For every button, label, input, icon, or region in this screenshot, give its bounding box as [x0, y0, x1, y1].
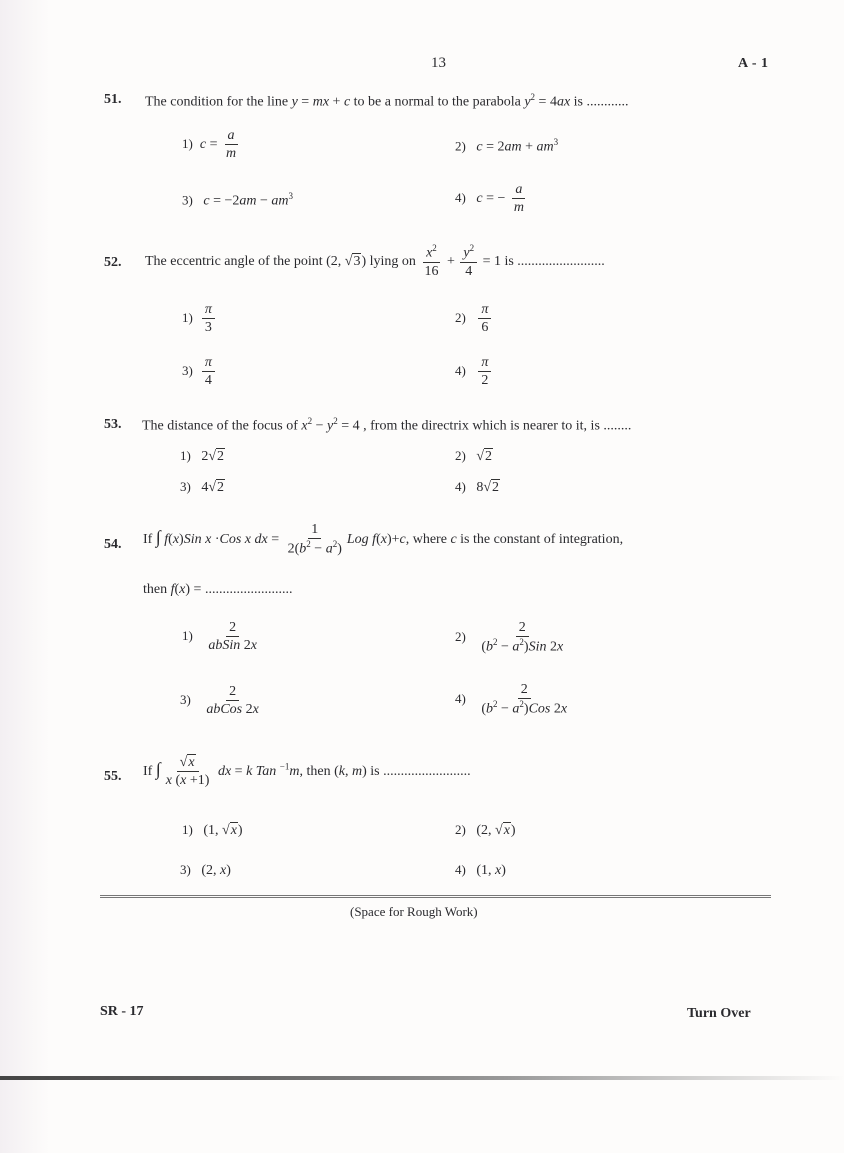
question-number: 51.: [104, 92, 122, 107]
option-4[interactable]: 4) 8√2: [455, 479, 500, 495]
option-2[interactable]: 2) $\frac{\pi}{6}$: [455, 302, 493, 336]
footer-code: SR - 17: [100, 1004, 144, 1019]
rough-work-label: (Space for Rough Work): [350, 904, 478, 919]
option-3[interactable]: 3) $c = -2am - am^3$: [182, 191, 294, 209]
question-text: The condition for the line y = mx + c to be a normal to the parabola $y^2 = 4ax$ is ............: [145, 92, 629, 110]
option-4[interactable]: 4) (1, x): [455, 862, 506, 878]
question-number: 53.: [104, 417, 122, 432]
option-1[interactable]: 1) c = $\frac{a}{m}$: [182, 128, 237, 162]
question-text: If ∫ f(x)Sin x ·Cos x dx = $\frac{1}{2(b^2 - a^2)}$ Log f(x)+c, where c is the constant of integration,: [143, 522, 624, 558]
option-2[interactable]: 2) √2: [455, 448, 493, 464]
option-2[interactable]: 2) $\frac{2}{(b^2 - a^2)Sin 2x}$: [455, 620, 564, 656]
option-3[interactable]: 3) $\frac{2}{\text{abCos 2x}}$: [180, 684, 259, 718]
rough-work-divider-2: [100, 897, 771, 898]
rough-work-divider: [100, 895, 771, 896]
option-1[interactable]: 1) 2√2: [180, 448, 225, 464]
option-3[interactable]: 3) 4√2: [180, 479, 225, 495]
option-1[interactable]: 1) $\frac{\pi}{3}$: [182, 302, 217, 336]
scan-shadow: [0, 0, 50, 1153]
option-2[interactable]: 2) $c = 2am + am^3$: [455, 137, 559, 155]
option-3[interactable]: 3) $\frac{\pi}{4}$: [182, 355, 217, 389]
question-text: The eccentric angle of the point (2, √3) lying on $\frac{x^2}{16}$ + $\frac{y^2}{4}$ = 1 is .........................: [145, 243, 605, 280]
option-4[interactable]: 4) $\frac{2}{(b^2 - a^2)Cos 2x}$: [455, 682, 568, 718]
question-text: If ∫ $\frac{√x}{x (x +1)}$ dx = k Tan $^{-1}$m, then (k, m) is .........................: [143, 755, 471, 789]
question-number: 54.: [104, 537, 122, 552]
option-2[interactable]: 2) (2, √x): [455, 822, 516, 838]
option-3[interactable]: 3) (2, x): [180, 862, 231, 878]
question-text-continued: then f(x) = .........................: [143, 582, 293, 597]
scan-bottom-edge: [0, 1076, 844, 1080]
question-text: The distance of the focus of $x^2 - y^2 = 4$ , from the directrix which is nearer to it, is ........: [142, 416, 632, 434]
option-4[interactable]: 4) c = − $\frac{a}{m}$: [455, 182, 524, 216]
option-4[interactable]: 4) $\frac{\pi}{2}$: [455, 355, 493, 389]
question-number: 55.: [104, 769, 122, 784]
option-1[interactable]: 1) (1, √x): [182, 822, 243, 838]
set-code: A - 1: [738, 56, 769, 71]
footer-turn-over: Turn Over: [687, 1006, 751, 1021]
option-1[interactable]: 1) $\frac{2}{\text{abSin 2x}}$: [182, 620, 257, 654]
page-number: 13: [431, 55, 446, 71]
question-number: 52.: [104, 255, 122, 270]
